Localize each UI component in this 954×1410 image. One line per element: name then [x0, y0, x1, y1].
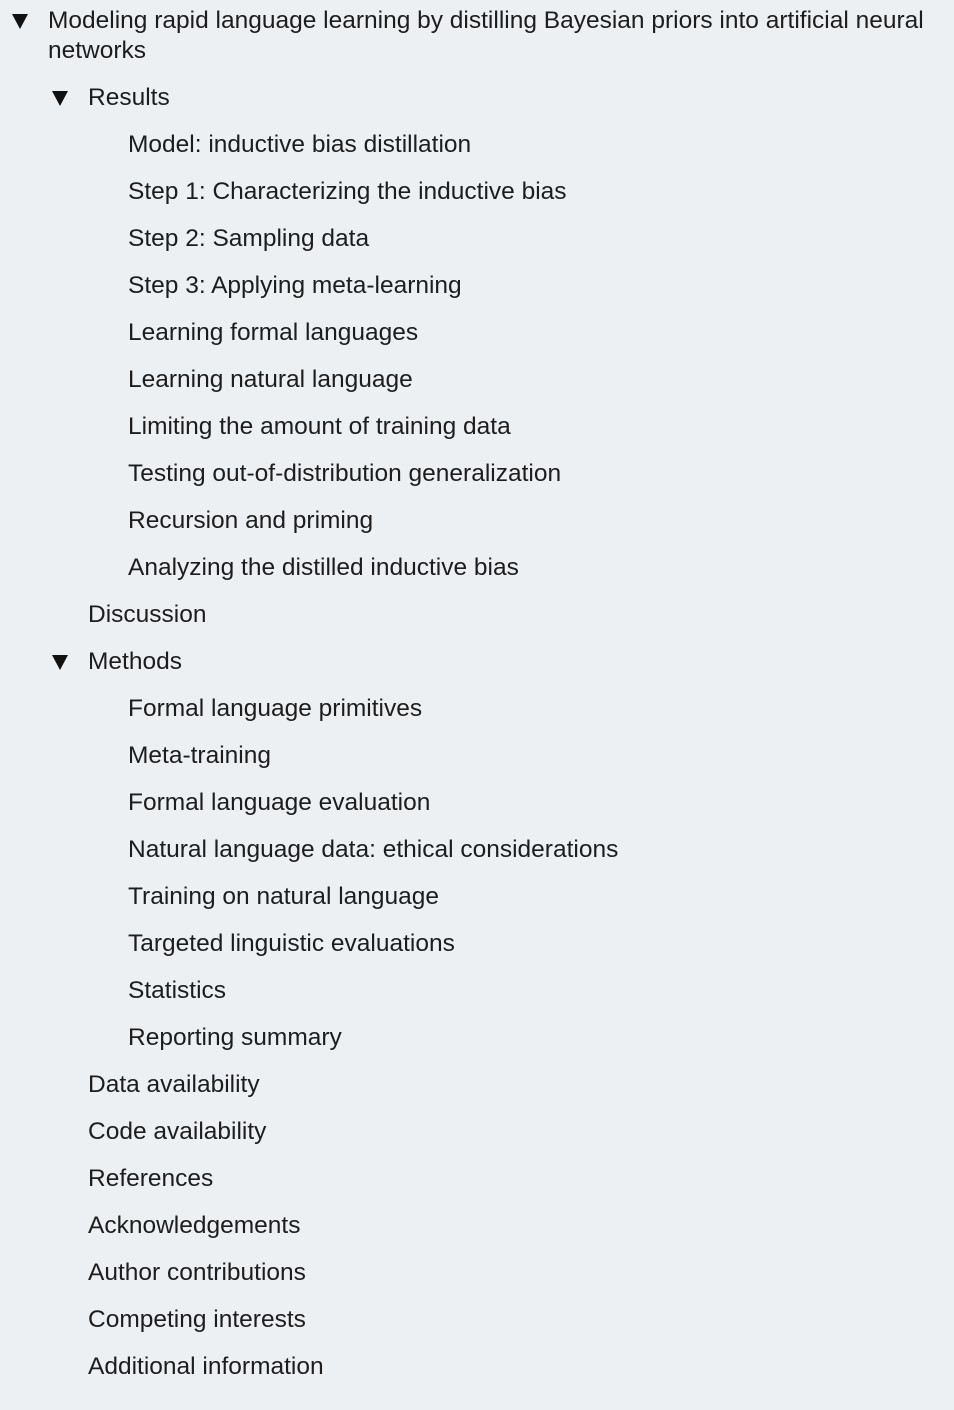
triangle-down-icon[interactable] — [52, 655, 68, 670]
toc-subitem[interactable]: Learning formal languages — [128, 319, 419, 346]
toc-subitem[interactable]: Analyzing the distilled inductive bias — [128, 554, 519, 581]
toc-subitem[interactable]: Statistics — [128, 977, 227, 1004]
toc-item-discussion[interactable]: Discussion — [88, 601, 207, 628]
toc-subitem[interactable]: Meta-training — [128, 742, 271, 769]
article-title[interactable]: Modeling rapid language learning by distilling Bayesian priors into artificial neural networks — [48, 7, 924, 64]
toc-subitem[interactable]: Model: inductive bias distillation — [128, 131, 472, 158]
toc-subitem[interactable]: Reporting summary — [128, 1024, 342, 1051]
toc-subitem[interactable]: Testing out-of-distribution generalization — [128, 460, 562, 487]
toc-subitem[interactable]: Targeted linguistic evaluations — [128, 930, 455, 957]
toc-subitem[interactable]: Step 2: Sampling data — [128, 225, 370, 252]
toc-subitem[interactable]: Natural language data: ethical considerations — [128, 836, 619, 863]
toc-item-references[interactable]: References — [88, 1165, 214, 1192]
toc-subitem[interactable]: Step 1: Characterizing the inductive bias — [128, 178, 567, 205]
triangle-down-icon[interactable] — [52, 91, 68, 106]
toc-item-data-availability[interactable]: Data availability — [88, 1071, 260, 1098]
toc-item-acknowledgements[interactable]: Acknowledgements — [88, 1212, 301, 1239]
toc-item-methods[interactable]: Methods — [88, 648, 182, 675]
toc-item-results[interactable]: Results — [88, 84, 170, 111]
toc-item-additional-information[interactable]: Additional information — [88, 1353, 324, 1380]
toc-subitem[interactable]: Step 3: Applying meta-learning — [128, 272, 462, 299]
toc-subitem[interactable]: Recursion and priming — [128, 507, 374, 534]
toc-subitem[interactable]: Formal language evaluation — [128, 789, 431, 816]
toc-subitem[interactable]: Formal language primitives — [128, 695, 423, 722]
toc-item-author-contributions[interactable]: Author contributions — [88, 1259, 306, 1286]
toc-item-competing-interests[interactable]: Competing interests — [88, 1306, 306, 1333]
toc-subitem[interactable]: Limiting the amount of training data — [128, 413, 511, 440]
toc-item-code-availability[interactable]: Code availability — [88, 1118, 267, 1145]
triangle-down-icon[interactable] — [12, 14, 28, 29]
toc-subitem[interactable]: Training on natural language — [128, 883, 440, 910]
toc-subitem[interactable]: Learning natural language — [128, 366, 413, 393]
